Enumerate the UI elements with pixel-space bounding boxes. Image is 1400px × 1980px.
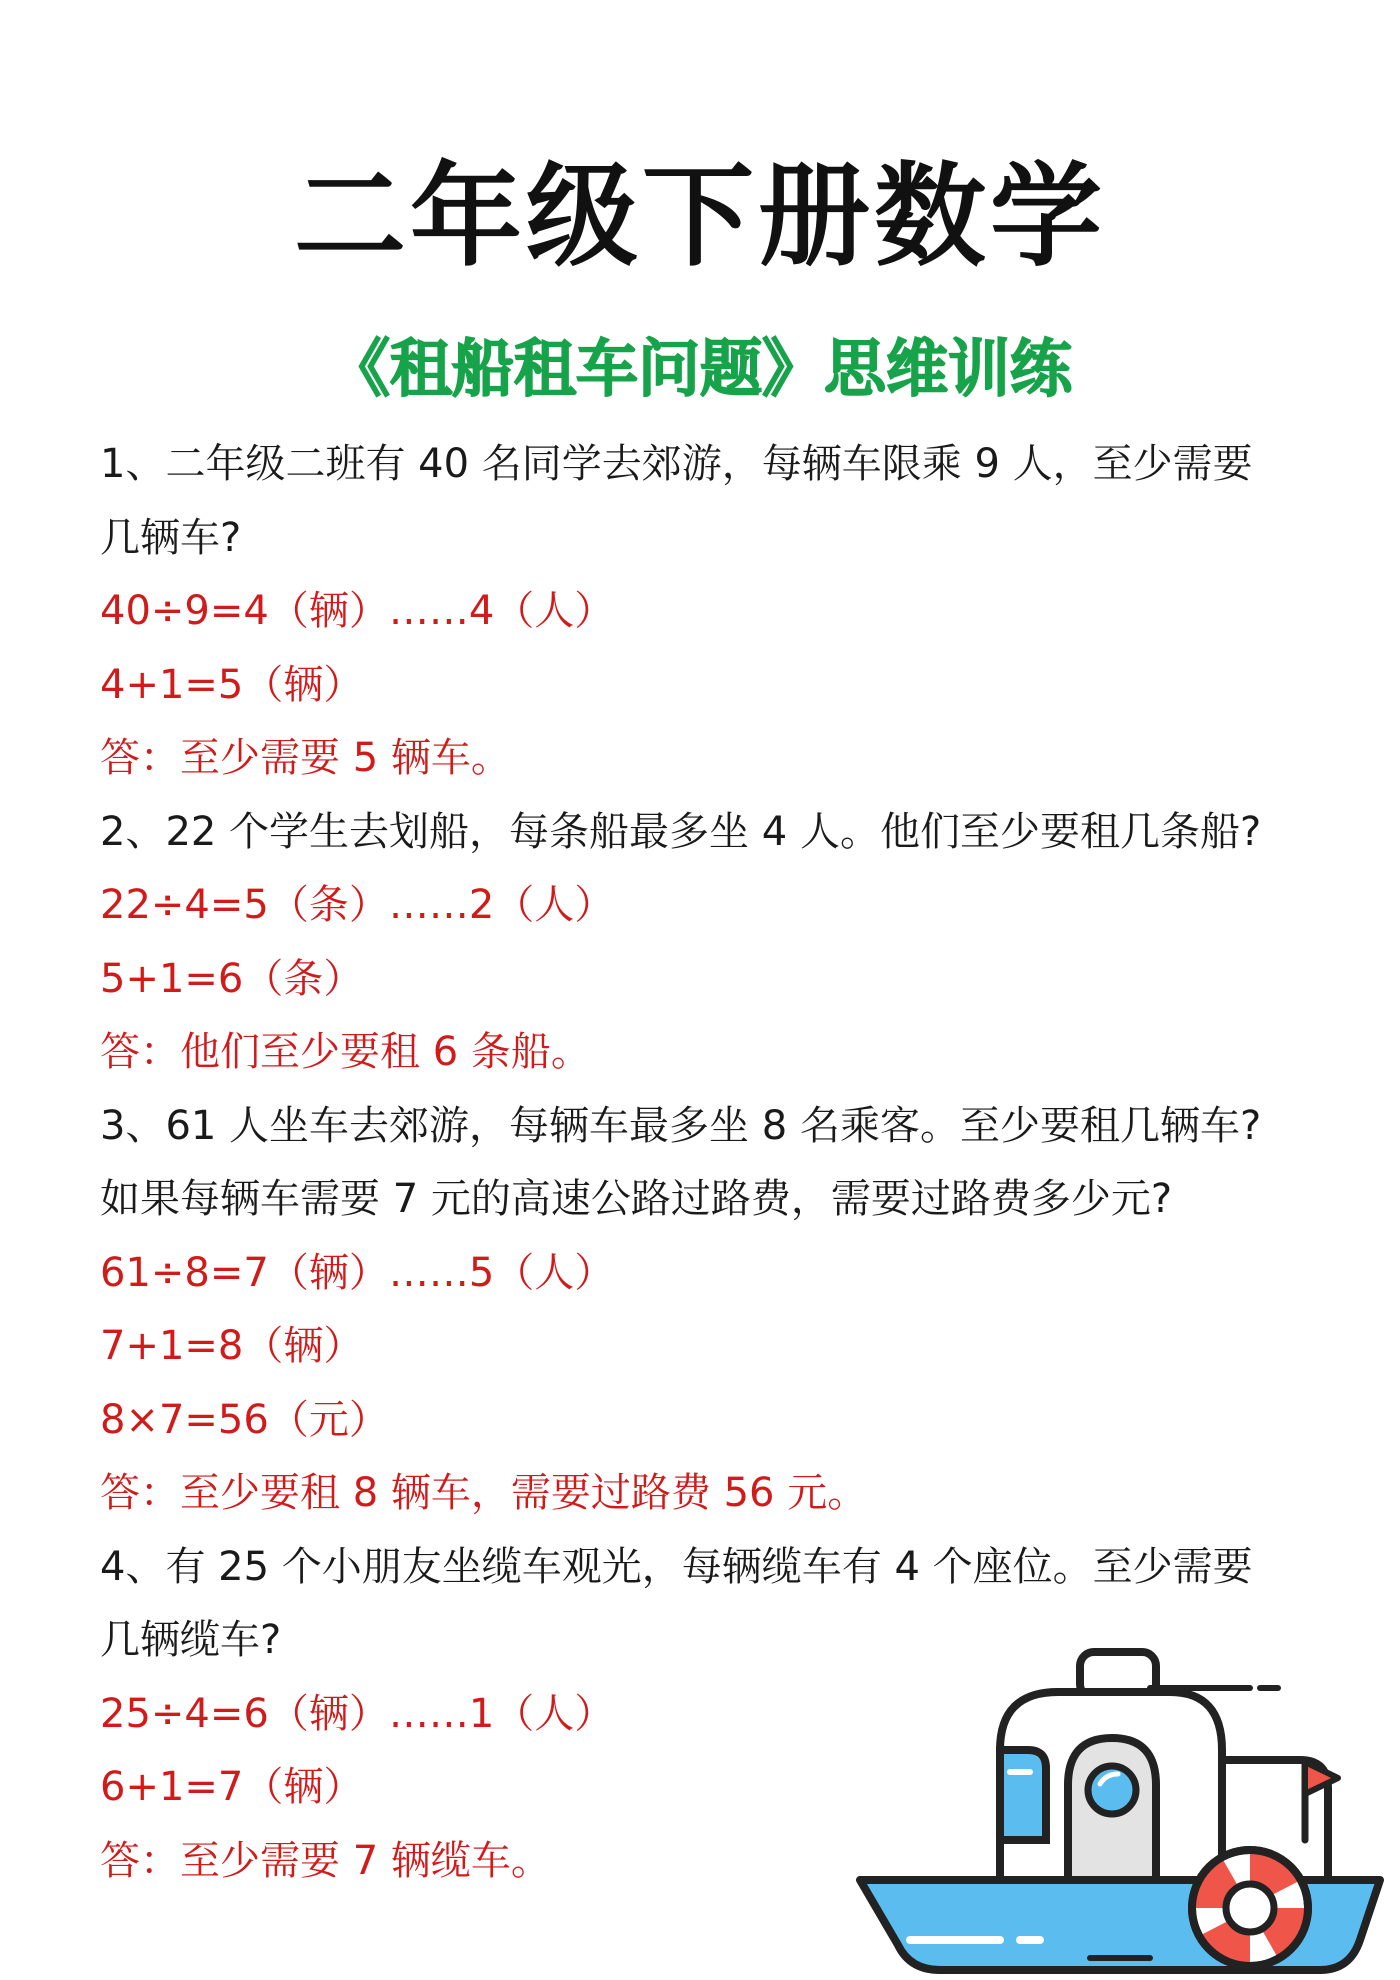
problem-2-solution-line-1: 22÷4=5（条）……2（人） <box>100 882 615 928</box>
problem-3-solution-line-3: 8×7=56（元） <box>100 1396 389 1443</box>
problem-1-answer: 答：至少需要 5 辆车。 <box>100 735 511 781</box>
problem-3-question-line-2: 如果每辆车需要 7 元的高速公路过路费，需要过路费多少元? <box>100 1176 1173 1222</box>
problem-3-answer: 答：至少要租 8 辆车，需要过路费 56 元。 <box>100 1470 868 1516</box>
problem-3-solution-line-1: 61÷8=7（辆）……5（人） <box>100 1249 615 1296</box>
problem-1 <box>100 428 1320 796</box>
page-subtitle: 《租船租车问题》思维训练 <box>327 332 1072 405</box>
problem-2 <box>100 796 1320 1090</box>
problem-1-solution-line-1: 40÷9=4（辆）……4（人） <box>100 588 615 634</box>
problem-4-solution-line-2: 6+1=7（辆） <box>100 1764 364 1810</box>
problem-2-solution-line-2: 5+1=6（条） <box>100 955 364 1002</box>
problem-3 <box>100 1090 1320 1531</box>
problem-1-question-line-1: 1、二年级二班有 40 名同学去郊游，每辆车限乘 9 人，至少需要 <box>100 441 1253 487</box>
problem-2-question-line-1: 2、22 个学生去划船，每条船最多坐 4 人。他们至少要租几条船? <box>100 808 1262 855</box>
boat-icon <box>850 1640 1390 1980</box>
problem-3-solution-line-2: 7+1=8（辆） <box>100 1323 364 1369</box>
problem-4-question-line-2: 几辆缆车? <box>100 1617 282 1663</box>
problem-1-solution-line-2: 4+1=5（辆） <box>100 661 364 708</box>
problem-4-solution-line-1: 25÷4=6（辆）……1（人） <box>100 1690 615 1737</box>
problem-1-question-line-2: 几辆车? <box>100 514 242 561</box>
page-title: 二年级下册数学 <box>294 152 1106 282</box>
problem-4-question-line-1: 4、有 25 个小朋友坐缆车观光，每辆缆车有 4 个座位。至少需要 <box>100 1543 1253 1590</box>
problem-2-answer: 答：他们至少要租 6 条船。 <box>100 1029 591 1075</box>
problem-4-answer: 答：至少需要 7 辆缆车。 <box>100 1837 551 1884</box>
problem-3-question-line-1: 3、61 人坐车去郊游，每辆车最多坐 8 名乘客。至少要租几辆车? <box>100 1102 1262 1149</box>
